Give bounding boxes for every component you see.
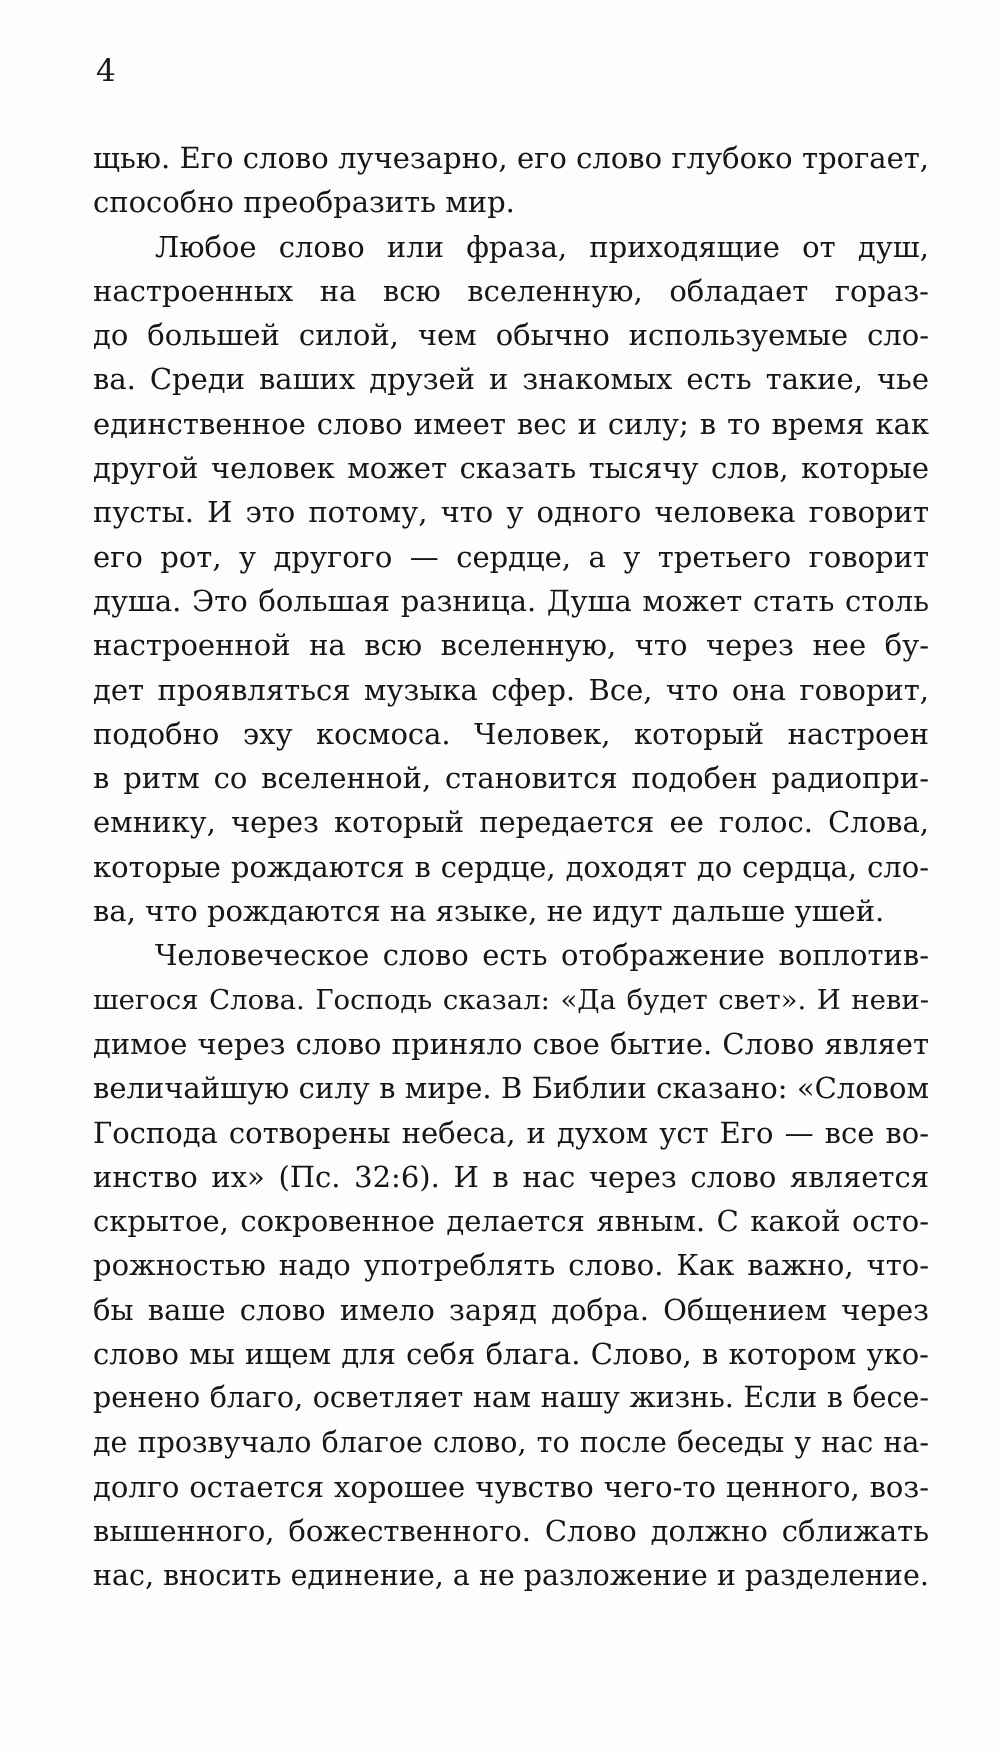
- text-line: бы ваше слово имело заряд добра. Общением через: [93, 1292, 929, 1327]
- text-line: величайшую силу в мире. В Библии сказано: «Словом: [93, 1071, 929, 1106]
- text-line: щью. Его слово лучезарно, его слово глубоко трогает,: [93, 141, 929, 175]
- text-line: ва. Среди ваших друзей и знакомых есть такие, чье: [93, 362, 929, 397]
- text-line: дет проявляться музыка сфер. Все, что она говорит,: [93, 672, 929, 707]
- text-line: долго остается хорошее чувство чего-то ценного, воз-: [93, 1469, 929, 1504]
- text-line: Человеческое слово есть отображение воплотив-: [155, 938, 929, 973]
- text-line: его рот, у другого — сердце, а у третьего говорит: [93, 539, 929, 574]
- text-line: единственное слово имеет вес и силу; в то время как: [93, 406, 929, 441]
- text-line: вышенного, божественного. Слово должно сближать: [93, 1514, 929, 1549]
- text-line: де прозвучало благое слово, то после беседы у нас на-: [93, 1425, 929, 1459]
- text-line: способно преобразить мир.: [93, 185, 515, 220]
- text-line: пусты. И это потому, что у одного человека говорит: [93, 495, 929, 530]
- text-line: другой человек может сказать тысячу слов, которые: [93, 451, 929, 486]
- text-line: которые рождаются в сердце, доходят до сердца, сло-: [93, 849, 929, 884]
- text-line: рожностью надо употреблять слово. Как важно, что-: [93, 1248, 929, 1283]
- text-line: слово мы ищем для себя блага. Слово, в котором уко-: [93, 1337, 929, 1372]
- text-line: душа. Это большая разница. Душа может стать столь: [93, 583, 929, 618]
- text-line: Господа сотворены небеса, и духом уст Его — все во-: [93, 1115, 929, 1150]
- body-text: [93, 136, 929, 1598]
- text-line: нас, вносить единение, а не разложение и разделение.: [93, 1558, 929, 1592]
- text-line: димое через слово приняло свое бытие. Слово являет: [93, 1026, 929, 1061]
- text-line: подобно эху космоса. Человек, который настроен: [93, 716, 929, 751]
- text-line: Любое слово или фраза, приходящие от душ,: [155, 229, 929, 264]
- text-line: настроенных на всю вселенную, обладает гораз-: [93, 273, 929, 308]
- text-line: настроенной на всю вселенную, что через нее бу-: [93, 628, 929, 663]
- text-line: емнику, через который передается ее голос. Слова,: [93, 805, 929, 840]
- text-line: инство их» (Пс. 32:6). И в нас через слово является: [93, 1159, 929, 1194]
- text-line: в ритм со вселенной, становится подобен радиопри-: [93, 761, 929, 796]
- text-line: шегося Слова. Господь сказал: «Да будет свет». И неви-: [93, 983, 929, 1016]
- page-number: 4: [96, 53, 116, 89]
- text-line: ва, что рождаются на языке, не идут дальше ушей.: [93, 894, 885, 929]
- text-line: скрытое, сокровенное делается явным. С какой осто-: [93, 1204, 929, 1239]
- text-line: ренено благо, осветляет нам нашу жизнь. Если в бесе-: [93, 1381, 929, 1415]
- text-line: до большей силой, чем обычно используемые сло-: [93, 318, 929, 353]
